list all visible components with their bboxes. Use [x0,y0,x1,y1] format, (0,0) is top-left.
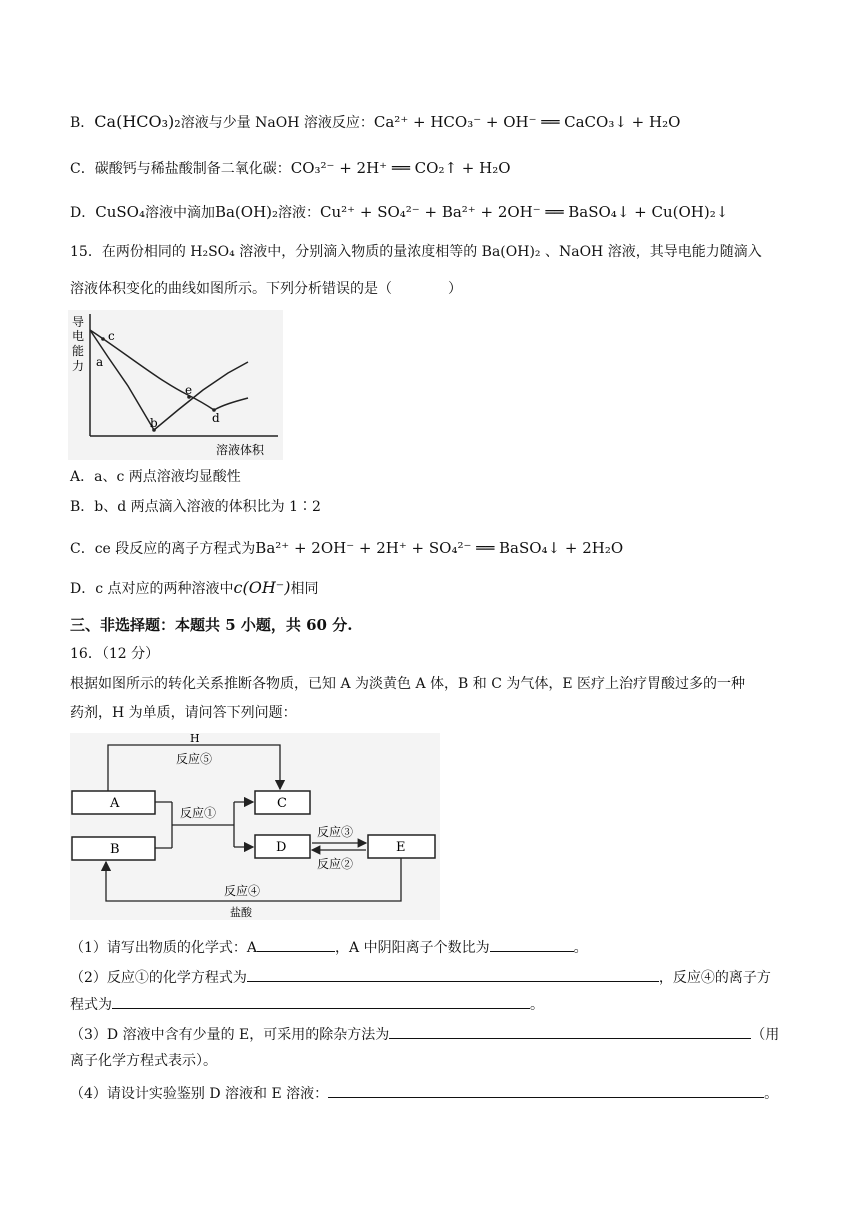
q16-intro-line1: 根据如图所示的转化关系推断各物质，已知 A 为淡黄色 A 体，B 和 C 为气体，E 医疗上治疗胃酸过多的一种 [70,676,746,692]
graph-ylabel-2: 电 [72,329,85,343]
graph-ylabel-4: 力 [72,359,85,373]
q16-part4 [70,1083,778,1104]
label-h: H [190,733,200,745]
q16-part3-line1 [70,1024,779,1045]
q16-p3-a: （3）D 溶液中含有少量的 E，可采用的除杂方法为 [70,1027,390,1043]
point-d-label: d [212,411,220,425]
q14-c-label: C． [70,161,95,177]
label-reaction1: 反应① [180,806,217,820]
q14-c-text: 碳酸钙与稀盐酸制备二氧化碳： [94,161,291,177]
answer-blank-removal[interactable] [389,1024,751,1039]
box-c-label: C [277,796,287,811]
q16-intro-line2: 药剂，H 为单质，请问答下列问题： [70,705,297,721]
q15-c-text: C．ce 段反应的离子方程式为 [70,541,256,557]
q15-stem-line1: 15．在两份相同的 H₂SO₄ 溶液中，分别滴入物质的量浓度相等的 Ba(OH)₂ 、NaOH 溶液，其导电能力随滴入 [70,244,762,260]
q15-d-expr: c(OH⁻) [233,578,291,597]
box-a-label: A [110,796,120,811]
q16-p2-a: （2）反应①的化学方程式为 [70,970,247,986]
q16-p1-a: （1）请写出物质的化学式：A [70,940,258,956]
q16-part2-line2 [70,994,544,1015]
point-b-label: b [150,416,158,430]
graph-xlabel: 溶液体积 [216,443,265,457]
point-c-marker [101,337,105,341]
point-c-label: c [108,329,115,343]
section-heading: 三、非选择题：本题共 5 小题，共 60 分. [70,616,353,634]
q15-d-post: 相同 [290,581,319,597]
answer-blank-reaction1[interactable] [247,967,659,982]
q15-conductivity-graph [68,310,283,460]
box-b-label: B [110,842,120,857]
label-reaction2: 反应② [317,857,354,871]
q14-c-equation: CO₃²⁻ + 2H⁺ ══ CO₂↑ + H₂O [290,159,511,177]
q16-reaction-diagram [70,733,440,920]
q14-d-tail: 溶液： [278,205,321,221]
q14-option-b [70,112,680,133]
point-e-label: e [185,383,193,397]
q16-p1-b: ，A 中阴阳离子个数比为 [335,940,490,956]
q14-b-label: B． [70,115,95,131]
q16-part3-line2: 离子化学方程式表示）。 [70,1053,217,1069]
q14-b-equation: Ca²⁺ + HCO₃⁻ + OH⁻ ══ CaCO₃↓ + H₂O [373,113,681,131]
q14-b-cond: 溶液与少量 NaOH 溶液反应： [180,115,374,131]
q14-option-d [70,202,728,223]
q14-d-reagent: Ba(OH)₂ [214,203,279,221]
answer-blank-ion-ratio[interactable] [490,937,574,952]
point-a-label: a [96,355,104,369]
box-d-label: D [276,840,287,855]
q14-b-reactant: Ca(HCO₃)₂ [94,112,181,131]
q16-p1-c: 。 [573,940,588,956]
q15-stem-line2: 溶液体积变化的曲线如图所示。下列分析错误的是（ ） [70,281,462,297]
q16-p4-a: （4）请设计实验鉴别 D 溶液和 E 溶液： [70,1086,329,1102]
q15-option-d [70,578,318,599]
q14-d-equation: Cu²⁺ + SO₄²⁻ + Ba²⁺ + 2OH⁻ ══ BaSO₄↓ + Cu(OH)₂↓ [320,203,729,221]
answer-blank-experiment[interactable] [328,1083,764,1098]
q16-p2-d: 。 [530,997,544,1013]
q15-option-a: A．a、c 两点溶液均显酸性 [70,469,241,485]
q15-c-equation: Ba²⁺ + 2OH⁻ + 2H⁺ + SO₄²⁻ ══ BaSO₄↓ + 2H₂O [255,539,624,557]
q16-p2-c: 程式为 [70,997,112,1013]
q14-option-c [70,158,511,179]
graph-ylabel-1: 导 [72,315,85,329]
q16-p2-b: ，反应④的离子方 [658,970,771,986]
q15-d-text: D．c 点对应的两种溶液中 [70,581,234,597]
box-e-label: E [396,840,406,855]
q14-d-mid: 溶液中滴加 [144,205,215,221]
label-reaction5: 反应⑤ [176,752,213,766]
graph-ylabel-3: 能 [72,344,85,358]
q16-p3-b: （用 [751,1027,780,1043]
q14-d-label: D． [70,205,96,221]
answer-blank-reaction4[interactable] [112,994,530,1009]
label-reaction4: 反应④ [224,884,261,898]
q14-d-reactant: CuSO₄ [95,203,145,221]
q16-header: 16．（12 分） [70,646,160,662]
label-hcl: 盐酸 [230,906,252,919]
q15-option-b: B．b、d 两点滴入溶液的体积比为 1∶2 [70,499,321,515]
answer-blank-a-formula[interactable] [257,937,335,952]
q16-part1 [70,937,588,958]
q16-part2-line1 [70,967,771,988]
q16-p4-b: 。 [764,1086,779,1102]
label-reaction3: 反应③ [317,825,354,839]
q15-option-c [70,538,623,559]
